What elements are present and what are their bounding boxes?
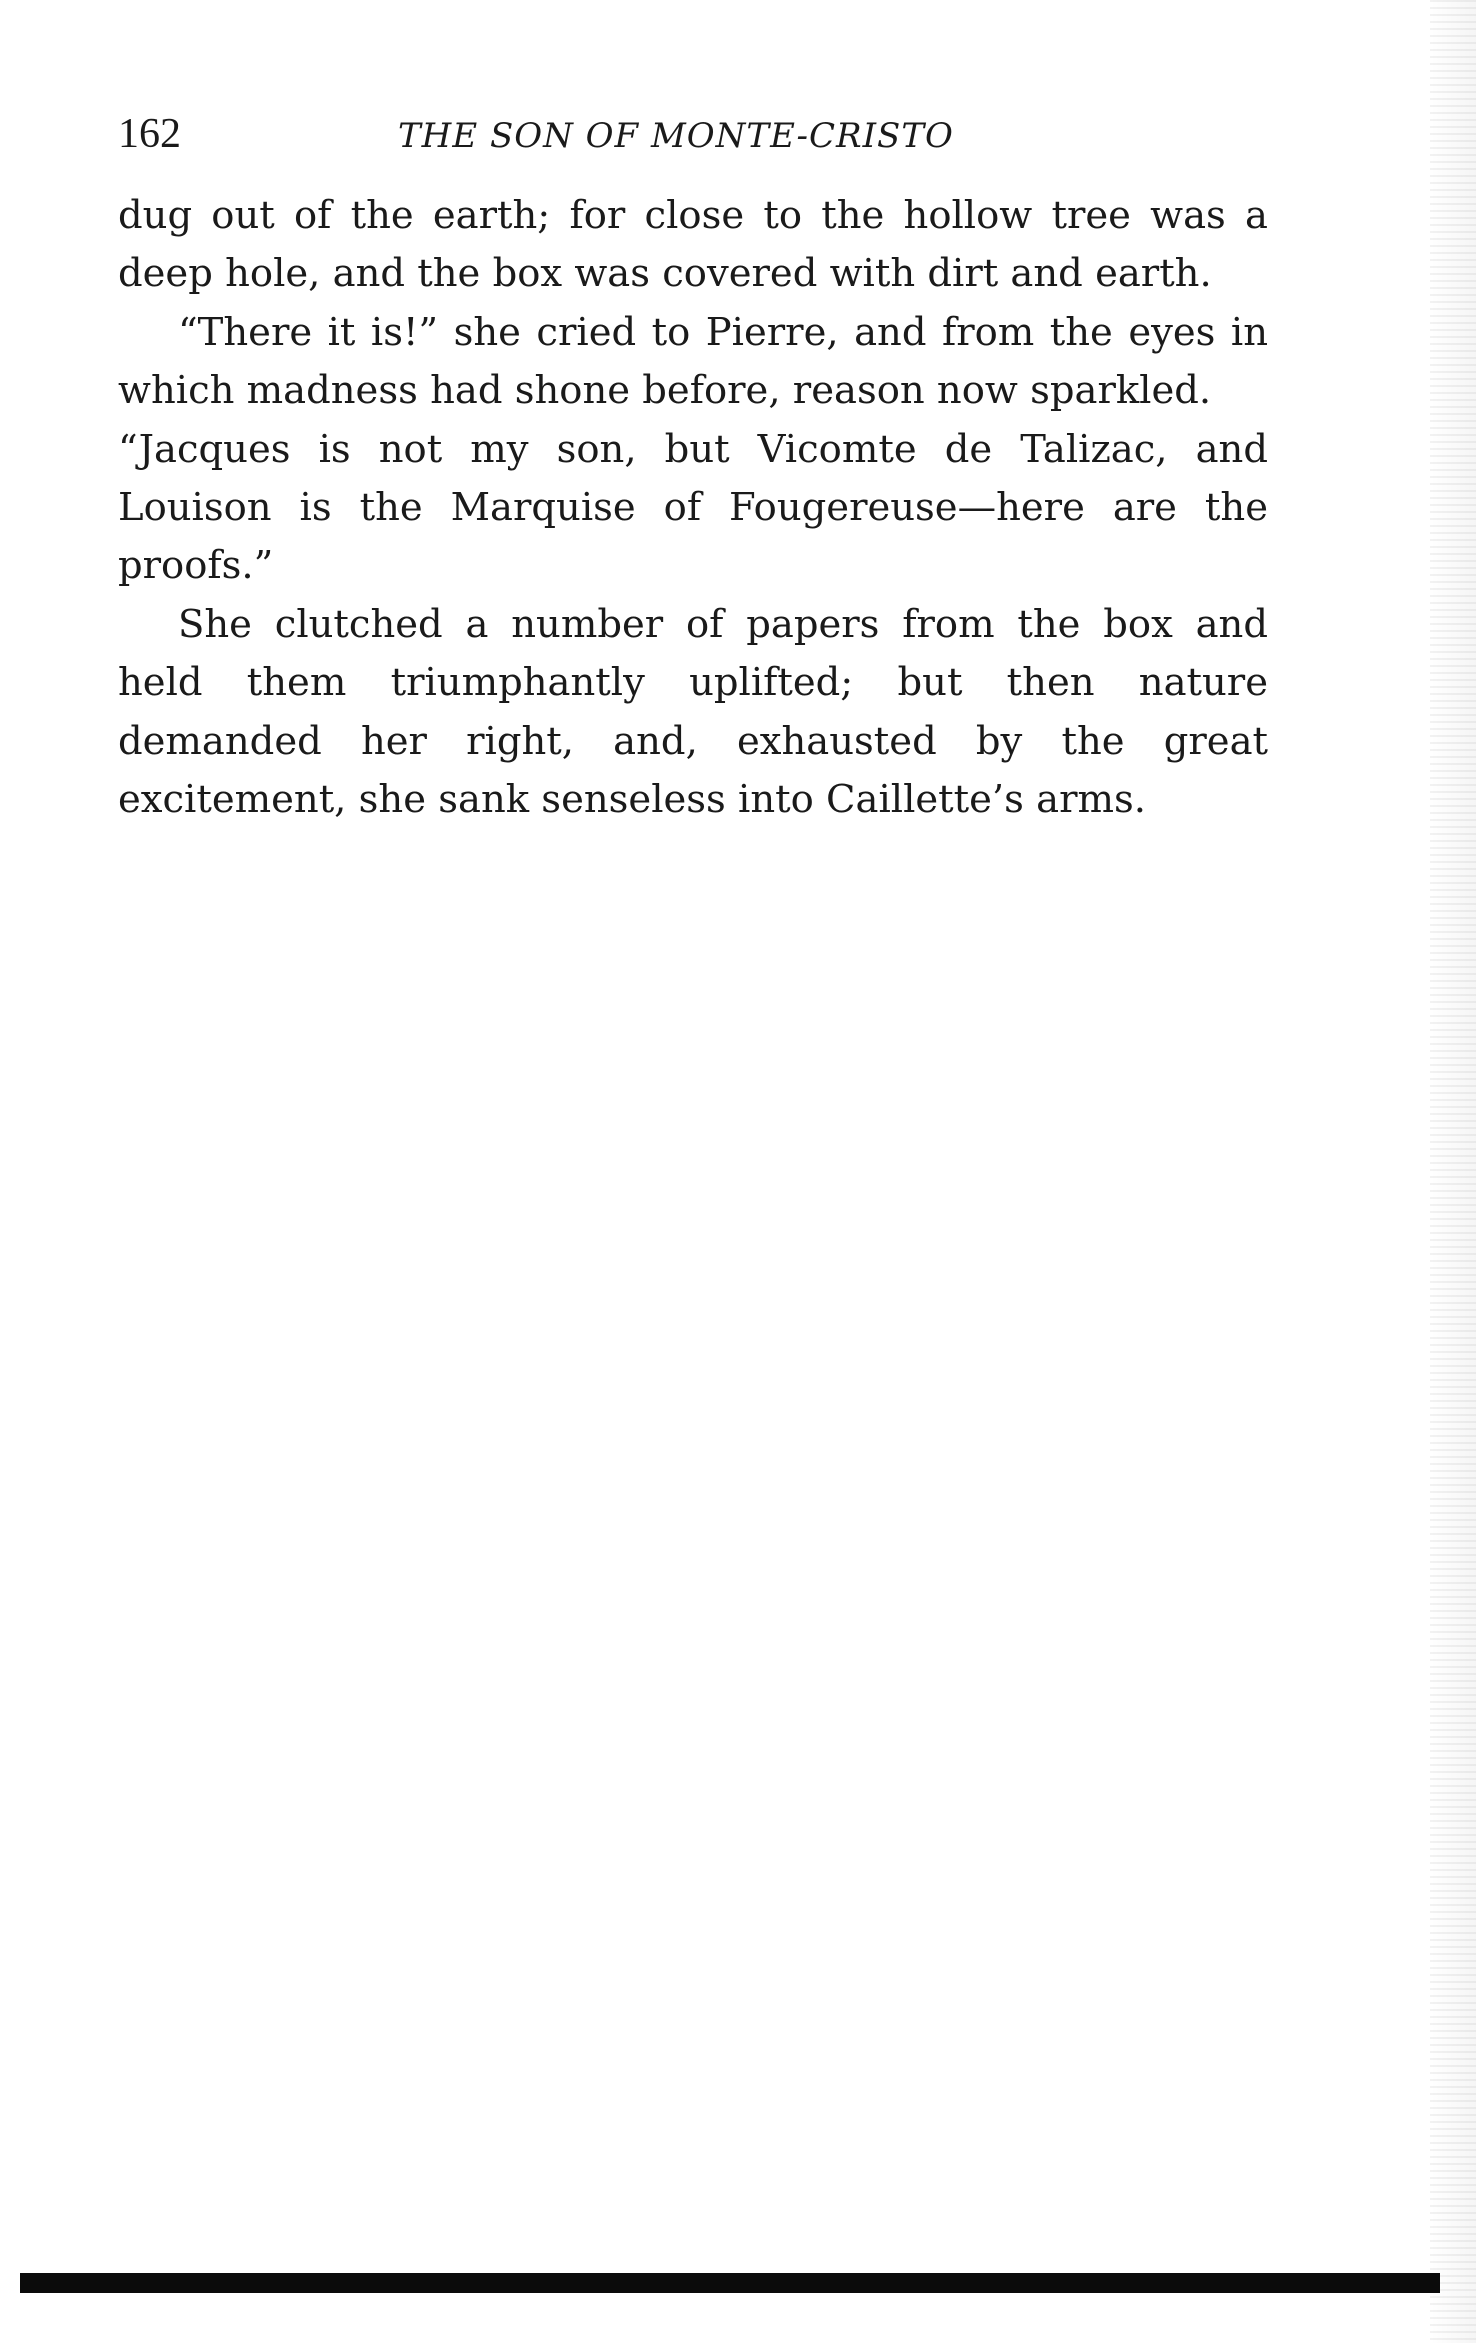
paragraph-1: dug out of the earth; for close to the hollow tree was a deep hole, and the box was covered with dirt and earth.: [118, 193, 1268, 297]
page-edge-shadow: [1430, 0, 1476, 2343]
paragraph-2: “There it is!” she cried to Pierre, and from the eyes in which madness had shone before, reason now sparkled.: [118, 309, 1268, 414]
running-title: THE SON OF MONTE-CRISTO: [398, 116, 954, 156]
paragraph-4: She clutched a number of papers from the box and held them triumphantly uplifted; but then nature demanded her right, and, exhausted by the great excitement, she sank senseless into Caillette’s arms.: [118, 601, 1268, 823]
running-head: [118, 104, 1268, 164]
paragraph-3: “Jacques is not my son, but Vicomte de Talizac, and Louison is the Marquise of Fougereuse—here are the proofs.”: [118, 426, 1268, 589]
bottom-rule: [20, 2273, 1440, 2293]
body-text: [118, 187, 1268, 829]
page-number: 162: [118, 111, 181, 157]
